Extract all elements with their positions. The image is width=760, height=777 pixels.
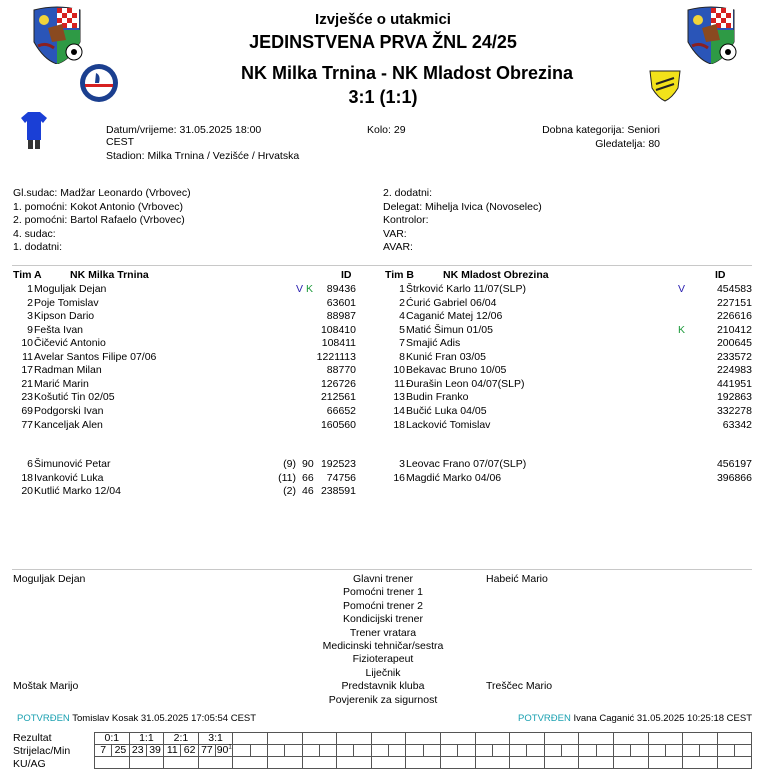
- player-name: Ivanković Luka: [34, 471, 104, 484]
- report-title: Izvješće o utakmici: [315, 11, 451, 28]
- result-cell: [267, 733, 302, 745]
- result-cell: [371, 733, 406, 745]
- player-number: 2: [27, 296, 33, 309]
- ku-ag-cell: [544, 757, 579, 769]
- ku-ag-cell: [579, 757, 614, 769]
- player-number: 16: [393, 471, 405, 484]
- player-id: 66652: [326, 404, 356, 417]
- player-name: Budin Franko: [406, 391, 469, 404]
- player-id: 332278: [716, 404, 752, 417]
- player-id: 212561: [320, 391, 356, 404]
- scorer-minute-cell: [734, 745, 751, 757]
- result-cell: [337, 733, 372, 745]
- scorer-minute-cell: 23: [129, 745, 146, 757]
- separator: [12, 569, 752, 570]
- scorer-minute-cell: [371, 745, 388, 757]
- player-name: Štrković Karlo 11/07(SLP): [406, 283, 527, 295]
- scorer-minute-cell: 7: [95, 745, 112, 757]
- result-cell: [683, 733, 718, 745]
- ku-ag-cell: [233, 757, 268, 769]
- player-id: 441951: [716, 377, 752, 390]
- match-score: 3:1 (1:1): [348, 87, 418, 107]
- scorer-minute-cell: [319, 745, 336, 757]
- player-name: Caganić Matej 12/06: [406, 310, 503, 323]
- home-confirm-status: POTVRĐEN: [17, 713, 70, 724]
- result-row: [95, 733, 752, 745]
- result-cell: 3:1: [198, 733, 233, 745]
- separator: [12, 265, 752, 266]
- official-line: Delegat: Mihelja Ivica (Novoselec): [383, 200, 542, 213]
- player-name: Magdić Marko 04/06: [406, 471, 502, 484]
- player-name: Đurašin Leon 04/07(SLP): [406, 377, 525, 390]
- scorer-minute-cell: [700, 745, 717, 757]
- player-id: 160560: [320, 418, 356, 431]
- scorer-minute-cell: [717, 745, 734, 757]
- away-head-coach: Habeić Mario: [486, 573, 548, 585]
- player-id: 88987: [326, 310, 356, 323]
- staff-role: Glavni trener: [352, 573, 414, 585]
- result-cell: 2:1: [164, 733, 199, 745]
- ku-ag-cell: [129, 757, 164, 769]
- replaced-player: (9): [283, 458, 296, 470]
- sub-minute: 66: [302, 471, 314, 484]
- home-club-rep: Moštak Marijo: [13, 680, 79, 692]
- official-line: 1. dodatni:: [13, 241, 63, 253]
- player-number: 77: [21, 418, 33, 431]
- player-id: 396866: [716, 471, 752, 484]
- player-name: Matić Šimun 01/05: [406, 323, 493, 336]
- player-name: Košutić Tin 02/05: [34, 391, 115, 404]
- official-line: 2. pomoćni: Bartol Rafaelo (Vrbovec): [13, 214, 185, 226]
- player-id: 454583: [716, 283, 752, 295]
- team-b-id-header: ID: [715, 269, 726, 281]
- scorer-minute-cell: [665, 745, 682, 757]
- player-id: 227151: [716, 296, 752, 309]
- county-crest-logo-left: [30, 4, 84, 64]
- scorer-minute-cell: [354, 745, 371, 757]
- player-name: Avelar Santos Filipe 07/06: [34, 350, 157, 363]
- player-number: 4: [399, 310, 405, 323]
- home-head-coach: Moguljak Dejan: [13, 573, 86, 585]
- captain-marker: V: [678, 283, 686, 295]
- replaced-player: (2): [283, 485, 296, 498]
- player-name: Moguljak Dejan: [34, 283, 107, 295]
- scorer-minute-cell: [423, 745, 440, 757]
- extra-time-marker: 1: [228, 744, 232, 751]
- player-number: 17: [21, 364, 33, 377]
- scorer-minute-cell: [683, 745, 700, 757]
- scorer-minute-cell: [216, 745, 233, 757]
- player-number: 7: [399, 337, 405, 350]
- ku-ag-row: [95, 757, 752, 769]
- ku-ag-cell: [267, 757, 302, 769]
- player-number: 5: [399, 323, 405, 336]
- player-name: Podgorski Ivan: [34, 404, 104, 417]
- ku-ag-cell: [510, 757, 545, 769]
- scorer-minute-cell: 25: [112, 745, 129, 757]
- result-cell: 1:1: [129, 733, 164, 745]
- scorer-minute-cell: [648, 745, 665, 757]
- scorer-minute-cell: [579, 745, 596, 757]
- player-id: 192523: [320, 458, 356, 470]
- player-name: Kanceljak Alen: [34, 418, 103, 431]
- scorer-minute-cell: [302, 745, 319, 757]
- player-number: 1: [399, 283, 405, 295]
- scorer-minute-cell: [510, 745, 527, 757]
- ku-ag-cell: [198, 757, 233, 769]
- scorer-minute-cell: [492, 745, 509, 757]
- player-number: 2: [399, 296, 405, 309]
- match-timezone: CEST: [106, 136, 135, 148]
- scorer-minute-cell: [406, 745, 423, 757]
- home-confirmation: [17, 713, 256, 724]
- player-id: 238591: [320, 485, 356, 498]
- player-number: 3: [399, 458, 405, 470]
- player-number: 10: [21, 337, 33, 350]
- player-number: 11: [394, 377, 405, 390]
- scorer-minute-cell: 77: [198, 745, 215, 757]
- scorer-minute-cell: [337, 745, 354, 757]
- player-id: 456197: [716, 458, 752, 470]
- result-cell: [613, 733, 648, 745]
- result-cell: [510, 733, 545, 745]
- ku-ag-cell: [95, 757, 130, 769]
- row-label-result: Rezultat: [13, 732, 52, 744]
- player-name: Ćurić Gabriel 06/04: [406, 296, 497, 309]
- away-confirm-text: Ivana Caganić 31.05.2025 10:25:18 CEST: [573, 713, 752, 724]
- spectators: Gledatelja: 80: [595, 138, 660, 150]
- staff-role: Liječnik: [365, 666, 401, 679]
- player-number: 21: [21, 377, 33, 390]
- scorer-minute-cell: [527, 745, 544, 757]
- goalkeeper-marker: K: [306, 283, 314, 295]
- team-a-label: Tim A: [13, 269, 42, 281]
- player-number: 8: [399, 350, 405, 363]
- team-a-name: NK Milka Trnina: [70, 269, 149, 281]
- scorer-minute-cell: 11: [164, 745, 181, 757]
- player-number: 1: [27, 283, 33, 295]
- scorer-minute-cell: 62: [181, 745, 198, 757]
- age-category: Dobna kategorija: Seniori: [542, 124, 660, 136]
- staff-role: Trener vratara: [349, 626, 417, 639]
- player-id: 89436: [326, 283, 356, 295]
- scorer-minute-cell: 39: [146, 745, 163, 757]
- scorer-minute-cell: [267, 745, 284, 757]
- official-line: 1. pomoćni: Kokot Antonio (Vrbovec): [13, 200, 184, 213]
- player-name: Bučić Luka 04/05: [406, 404, 487, 417]
- ku-ag-cell: [371, 757, 406, 769]
- ku-ag-cell: [164, 757, 199, 769]
- player-name: Marić Marin: [34, 377, 89, 390]
- player-name: Leovac Frano 07/07(SLP): [406, 458, 527, 470]
- scorer-minute: 90: [216, 744, 229, 756]
- player-id: 74756: [326, 471, 356, 484]
- scorer-minute-cell: [562, 745, 579, 757]
- ku-ag-cell: [302, 757, 337, 769]
- row-label-ku-ag: KU/AG: [13, 758, 46, 770]
- ku-ag-cell: [337, 757, 372, 769]
- scorer-minute-cell: [631, 745, 648, 757]
- sub-minute: 90: [302, 458, 314, 470]
- player-number: 6: [27, 458, 33, 470]
- scorer-minute-cell: [233, 745, 250, 757]
- captain-marker: V: [296, 283, 304, 295]
- team-b-name: NK Mladost Obrezina: [443, 269, 549, 281]
- player-name: Fešta Ivan: [34, 323, 84, 336]
- replaced-player: (11): [278, 471, 296, 484]
- staff-role: Pomoćni trener 2: [343, 599, 423, 612]
- away-confirm-status: POTVRĐEN: [518, 713, 571, 724]
- result-cell: [302, 733, 337, 745]
- result-cell: [717, 733, 752, 745]
- scorer-row: [95, 745, 752, 757]
- official-line: VAR:: [383, 227, 407, 240]
- player-id: 226616: [716, 310, 752, 323]
- player-name: Radman Milan: [34, 364, 102, 377]
- score-table: [94, 732, 752, 769]
- player-number: 14: [393, 404, 405, 417]
- player-name: Čičević Antonio: [34, 337, 106, 350]
- ku-ag-cell: [683, 757, 718, 769]
- result-cell: [440, 733, 475, 745]
- match-title: NK Milka Trnina - NK Mladost Obrezina: [240, 63, 574, 83]
- player-name: Poje Tomislav: [34, 296, 99, 309]
- player-name: Lacković Tomislav: [406, 418, 491, 431]
- official-line: Gl.sudac: Madžar Leonardo (Vrbovec): [13, 187, 191, 199]
- result-cell: [648, 733, 683, 745]
- sub-minute: 46: [302, 485, 314, 498]
- player-id: 108411: [321, 337, 356, 350]
- scorer-minute-cell: [475, 745, 492, 757]
- staff-role: Kondicijski trener: [343, 613, 423, 626]
- ku-ag-cell: [475, 757, 510, 769]
- goalkeeper-marker: K: [678, 323, 686, 336]
- staff-role: Predstavnik kluba: [341, 680, 425, 693]
- match-datetime: Datum/vrijeme: 31.05.2025 18:00: [106, 124, 262, 136]
- player-name: Kunić Fran 03/05: [406, 350, 486, 363]
- scorer-minute-cell: [389, 745, 406, 757]
- player-name: Smajić Adis: [406, 337, 461, 350]
- player-number: 11: [22, 350, 33, 363]
- team-b-label: Tim B: [385, 269, 414, 281]
- scorer-minute-cell: [440, 745, 457, 757]
- match-stadium: Stadion: Milka Trnina / Vezišće / Hrvatska: [106, 150, 300, 162]
- scorer-minute-cell: [250, 745, 267, 757]
- scorer-minute-cell: [596, 745, 613, 757]
- player-name: Kipson Dario: [34, 310, 95, 323]
- player-id: 1221113: [316, 350, 356, 363]
- official-line: 2. dodatni:: [383, 187, 433, 199]
- ku-ag-cell: [613, 757, 648, 769]
- scorer-minute-cell: [544, 745, 561, 757]
- player-name: Šimunović Petar: [34, 458, 111, 470]
- staff-role: Pomoćni trener 1: [343, 586, 423, 599]
- staff-role: Povjerenik za sigurnost: [328, 693, 438, 706]
- player-id: 63601: [326, 296, 356, 309]
- result-cell: [579, 733, 614, 745]
- official-line: AVAR:: [383, 241, 413, 253]
- row-label-scorer: Strijelac/Min: [13, 745, 71, 757]
- result-cell: 0:1: [95, 733, 130, 745]
- player-number: 23: [21, 391, 33, 404]
- player-number: 10: [393, 364, 405, 377]
- player-number: 9: [27, 323, 33, 336]
- player-id: 200645: [716, 337, 752, 350]
- player-name: Bekavac Bruno 10/05: [406, 364, 507, 377]
- official-line: Kontrolor:: [383, 214, 429, 226]
- result-cell: [544, 733, 579, 745]
- player-id: 88770: [326, 364, 356, 377]
- player-id: 126726: [320, 377, 356, 390]
- away-club-rep: Treščec Mario: [486, 680, 553, 692]
- team-a-id-header: ID: [341, 269, 352, 281]
- player-number: 18: [21, 471, 33, 484]
- staff-role: Fizioterapeut: [352, 653, 414, 666]
- away-confirmation: [518, 713, 752, 724]
- ku-ag-cell: [717, 757, 752, 769]
- match-round: Kolo: 29: [367, 124, 406, 136]
- player-id: 108410: [320, 323, 356, 336]
- result-cell: [233, 733, 268, 745]
- scorer-minute-cell: [613, 745, 630, 757]
- ku-ag-cell: [648, 757, 683, 769]
- result-cell: [475, 733, 510, 745]
- scorer-minute-cell: [458, 745, 475, 757]
- scorer-minute-cell: [285, 745, 302, 757]
- result-cell: [406, 733, 441, 745]
- player-id: 224983: [716, 364, 752, 377]
- player-number: 3: [27, 310, 33, 323]
- player-id: 233572: [716, 350, 752, 363]
- county-crest-logo-right: [684, 4, 738, 64]
- official-line: 4. sudac:: [13, 227, 56, 240]
- player-number: 20: [21, 485, 33, 498]
- player-name: Kutlić Marko 12/04: [34, 485, 121, 498]
- nk-mladost-obrezina-logo: [648, 68, 682, 102]
- staff-role: Medicinski tehničar/sestra: [322, 640, 444, 652]
- competition-title: JEDINSTVENA PRVA ŽNL 24/25: [249, 32, 517, 52]
- kit-icon: [20, 110, 48, 150]
- nk-milka-trnina-logo: [79, 63, 119, 103]
- player-id: 63342: [722, 418, 752, 431]
- player-number: 18: [393, 418, 405, 431]
- player-id: 192863: [716, 391, 752, 404]
- ku-ag-cell: [440, 757, 475, 769]
- ku-ag-cell: [406, 757, 441, 769]
- player-number: 69: [21, 404, 33, 417]
- player-id: 210412: [716, 323, 752, 336]
- home-confirm-text: Tomislav Kosak 31.05.2025 17:05:54 CEST: [72, 713, 257, 724]
- player-number: 13: [393, 391, 405, 404]
